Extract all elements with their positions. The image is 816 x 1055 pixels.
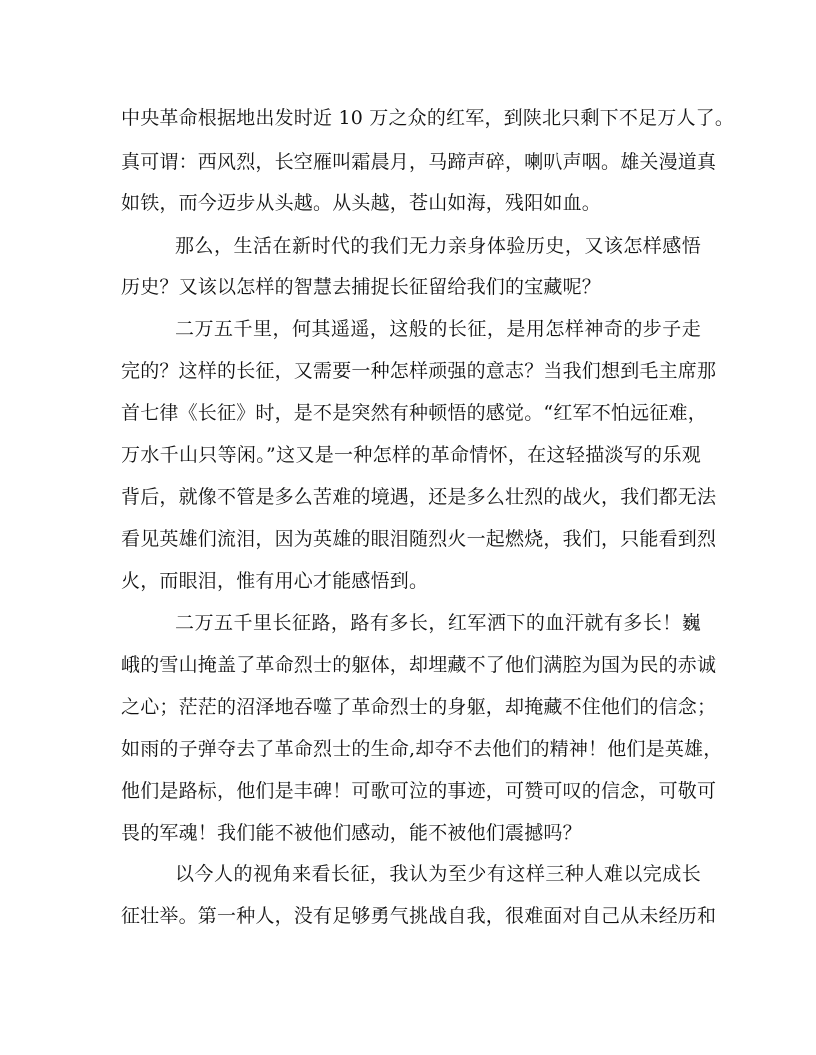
text-line: 以今人的视角来看长征，我认为至少有这样三种人难以完成长 <box>175 863 701 885</box>
text-line: 火，而眼泪，惟有用心才能感悟到。 <box>121 570 429 592</box>
text-line: 他们是路标，他们是丰碑！可歌可泣的事迹，可赞可叹的信念，可敬可 <box>121 780 717 802</box>
text-line: 历史？又该以怎样的智慧去捕捉长征留给我们的宝藏呢？ <box>121 276 602 298</box>
text-line: 真可谓：西风烈，长空雁叫霜晨月，马蹄声碎，喇叭声咽。雄关漫道真 <box>121 151 717 173</box>
text-line: 征壮举。第一种人，没有足够勇气挑战自我，很难面对自己从未经历和 <box>121 905 717 927</box>
text-line: 看见英雄们流泪，因为英雄的眼泪随烈火一起燃烧，我们，只能看到烈 <box>121 528 717 550</box>
text-line: 二万五千里，何其遥遥，这般的长征，是用怎样神奇的步子走 <box>175 318 701 340</box>
text-line: 如雨的子弹夺去了革命烈士的生命,却夺不去他们的精神！他们是英雄， <box>121 738 723 760</box>
text-line: 万水千山只等闲。”这又是一种怎样的革命情怀，在这轻描淡写的乐观 <box>121 444 701 466</box>
text-line: 畏的军魂！我们能不被他们感动，能不被他们震撼吗？ <box>121 822 582 844</box>
text-line: 峨的雪山掩盖了革命烈士的躯体，却埋藏不了他们满腔为国为民的赤诚 <box>121 654 717 676</box>
text-line: 如铁，而今迈步从头越。从头越，苍山如海，残阳如血。 <box>121 192 602 214</box>
text-line: 完的？这样的长征，又需要一种怎样顽强的意志？当我们想到毛主席那 <box>121 360 717 382</box>
text-line: 首七律《长征》时，是不是突然有种顿悟的感觉。“红军不怕远征难， <box>121 402 707 424</box>
text-line: 之心；茫茫的沼泽地吞噬了革命烈士的身躯，却掩藏不住他们的信念； <box>121 696 717 718</box>
text-line: 中央革命根据地出发时近 10 万之众的红军，到陕北只剩下不足万人了。 <box>121 107 735 129</box>
text-line: 那么，生活在新时代的我们无力亲身体验历史，又该怎样感悟 <box>175 235 701 257</box>
text-line: 二万五千里长征路，路有多长，红军洒下的血汗就有多长！巍 <box>175 612 701 634</box>
text-line: 背后，就像不管是多么苦难的境遇，还是多么壮烈的战火，我们都无法 <box>121 486 717 508</box>
